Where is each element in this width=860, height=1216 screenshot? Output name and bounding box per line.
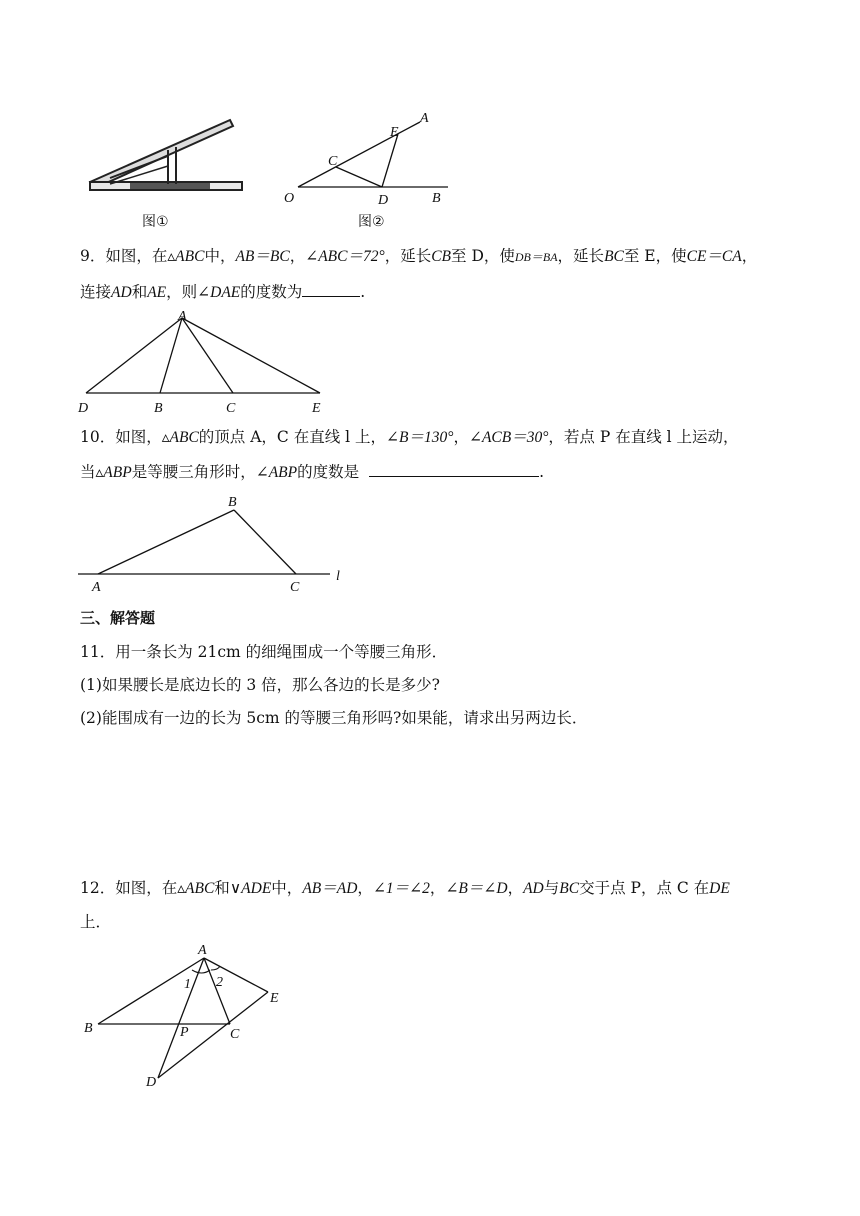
- fig2-label-e: E: [390, 125, 399, 140]
- figure-1-caption: 图①: [142, 214, 169, 230]
- fig2-label-b: B: [432, 191, 441, 206]
- q12-label-b: B: [84, 1021, 93, 1036]
- q9-line1: 9．如图，在▵ABC中，AB＝BC，∠ABC＝72°，延长CB至 D，使DB＝BA，延长BC至 E，使CE＝CA，: [80, 247, 758, 265]
- q10-label-c: C: [290, 580, 300, 595]
- q10-label-a: A: [92, 580, 101, 595]
- q9-answer-blank[interactable]: [302, 282, 360, 297]
- q10-label-b: B: [228, 495, 237, 510]
- q9-label-b: B: [154, 401, 163, 416]
- fig2-label-o: O: [284, 191, 295, 206]
- q9-label-e: E: [312, 401, 321, 416]
- q9-label-a: A: [178, 309, 187, 324]
- q9-figure: [74, 306, 334, 418]
- q11-part1: (1)如果腰长是底边长的 3 倍，那么各边的长是多少?: [80, 676, 440, 694]
- q10-line1: 10．如图，▵ABC的顶点 A，C 在直线 l 上，∠B＝130°，∠ACB＝30°，若点 P 在直线 l 上运动，: [80, 428, 739, 446]
- q10-answer-blank[interactable]: [369, 462, 539, 477]
- q12-label-p: P: [180, 1025, 189, 1040]
- q12-angle-1: 1: [184, 977, 191, 992]
- section-3-heading: 三、解答题: [80, 609, 156, 627]
- figure-2-caption: 图②: [358, 214, 385, 230]
- figure-1-tool: [80, 112, 255, 232]
- q11-part2: (2)能围成有一边的长为 5cm 的等腰三角形吗?如果能，请求出另两边长．: [80, 709, 588, 727]
- q9-line2: 连接AD和AE，则∠DAE的度数为 .: [80, 283, 366, 301]
- q11-stem: 11．用一条长为 21cm 的细绳围成一个等腰三角形．: [80, 643, 448, 661]
- fig2-label-a: A: [420, 111, 429, 126]
- q10-line2: 当▵ABP是等腰三角形时，∠ABP的度数是 .: [80, 463, 545, 481]
- q12-label-a: A: [198, 943, 207, 958]
- fig2-label-c: C: [328, 154, 338, 169]
- q12-line1: 12．如图，在▵ABC和∨ADE中，AB＝AD，∠1＝∠2，∠B＝∠D，AD与BC交于点 P，点 C 在DE: [80, 879, 730, 897]
- q9-label-c: C: [226, 401, 236, 416]
- q12-label-d: D: [146, 1075, 157, 1090]
- q9-label-d: D: [78, 401, 89, 416]
- q10-figure: [76, 490, 356, 596]
- q12-label-e: E: [270, 991, 279, 1006]
- fig2-label-d: D: [378, 193, 389, 208]
- q12-figure: [80, 940, 300, 1096]
- q10-label-l: l: [336, 569, 340, 584]
- figure-2-diagram: [278, 108, 458, 232]
- q12-line2: 上．: [80, 913, 112, 931]
- q12-angle-2: 2: [216, 975, 223, 990]
- q12-label-c: C: [230, 1027, 240, 1042]
